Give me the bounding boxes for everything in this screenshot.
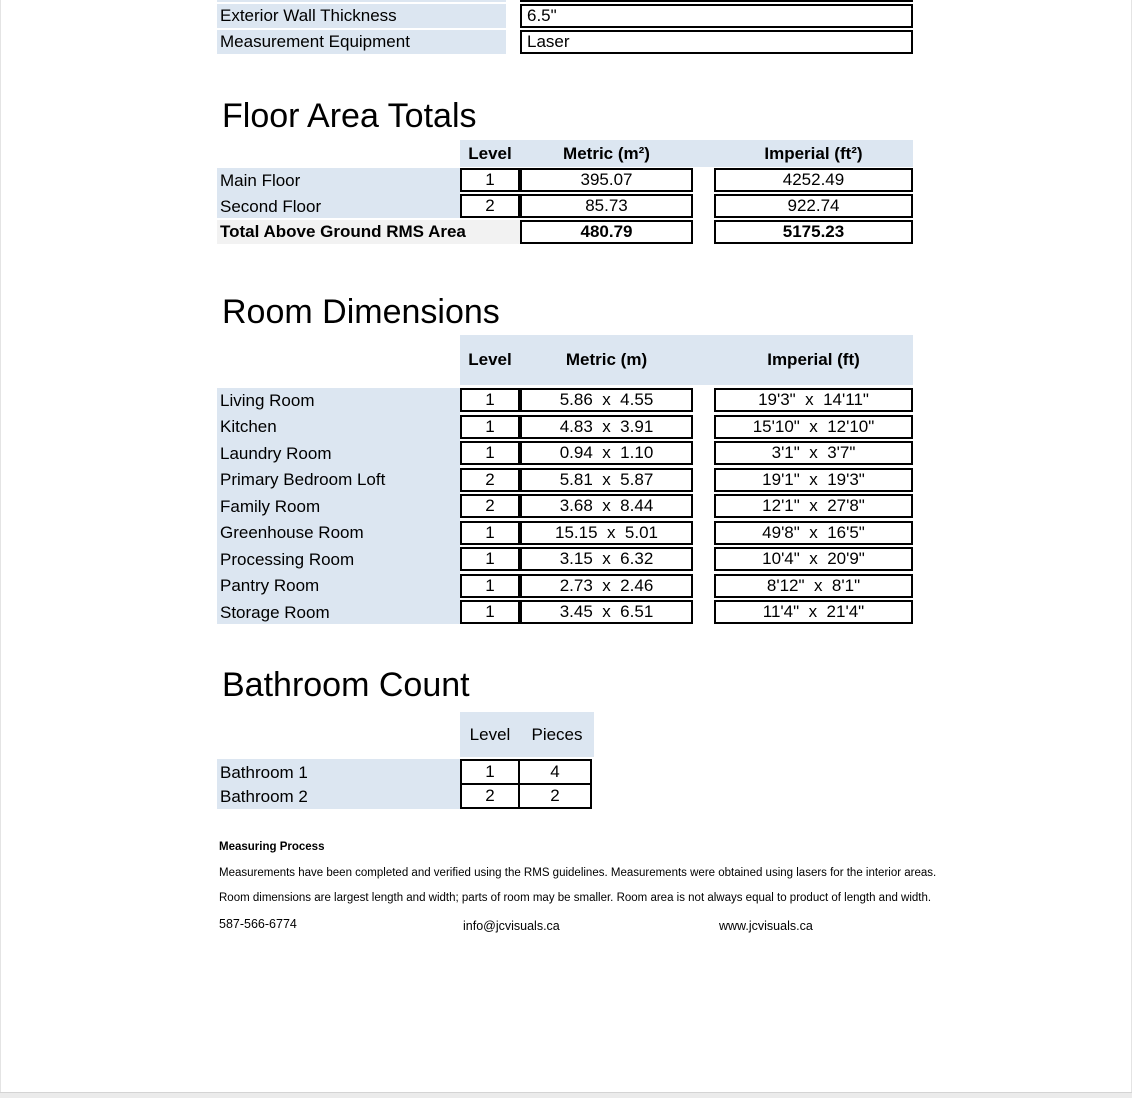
row-label: Primary Bedroom Loft	[220, 470, 386, 489]
table-row	[217, 194, 913, 218]
metric-cell: 4.83 x 3.91	[520, 415, 693, 439]
level-cell: 1	[460, 168, 520, 192]
column-gap	[693, 441, 714, 465]
table-row	[217, 600, 913, 624]
floor-area-header-row	[460, 140, 913, 167]
table-row-clipped	[217, 0, 913, 2]
header-metric: Metric (m)	[565, 350, 648, 369]
floor-area-table	[217, 168, 913, 244]
imperial-cell: 4252.49	[714, 168, 913, 192]
imperial-cell: 12'1" x 27'8"	[714, 494, 913, 518]
row-label: Laundry Room	[220, 443, 332, 463]
imperial-cell: 19'1" x 19'3"	[714, 468, 913, 492]
section-title-bathroom-count: Bathroom Count	[222, 666, 470, 704]
room-dimensions-table	[217, 388, 913, 624]
total-label: Total Above Ground RMS Area	[217, 220, 520, 244]
pieces-cell: 4	[518, 759, 592, 785]
imperial-cell: 11'4" x 21'4"	[714, 600, 913, 624]
level-cell: 1	[460, 521, 520, 545]
metric-cell: 395.07	[520, 168, 693, 192]
metric-cell: 0.94 x 1.10	[520, 441, 693, 465]
row-label: Living Room	[220, 390, 315, 410]
column-gap	[693, 388, 714, 412]
table-row	[217, 494, 913, 518]
column-gap	[693, 168, 714, 192]
website-url: www.jcvisuals.ca	[719, 919, 813, 933]
level-cell: 2	[460, 468, 520, 492]
column-gap	[693, 600, 714, 624]
row-label: Bathroom 1	[220, 762, 308, 782]
spacer	[506, 30, 520, 54]
spacer	[506, 4, 520, 28]
metric-cell: 2.73 x 2.46	[520, 574, 693, 598]
row-label: Second Floor	[220, 196, 322, 216]
level-cell: 2	[460, 783, 520, 809]
pieces-cell: 2	[518, 783, 592, 809]
page-bottom-edge	[0, 1092, 1132, 1098]
property-details-table	[217, 0, 913, 54]
row-label: Processing Room	[220, 549, 355, 569]
table-row	[217, 759, 592, 785]
header-level: Level	[468, 143, 512, 163]
level-cell: 1	[460, 600, 520, 624]
spacer	[506, 0, 520, 2]
table-row	[217, 547, 913, 571]
metric-cell: 3.68 x 8.44	[520, 494, 693, 518]
level-cell: 1	[460, 574, 520, 598]
table-row	[217, 415, 913, 439]
property-value	[520, 0, 913, 2]
header-imperial: Imperial (ft)	[767, 350, 860, 369]
header-imperial: Imperial (ft²)	[764, 143, 863, 163]
row-label: Kitchen	[220, 417, 277, 436]
table-row	[217, 441, 913, 465]
imperial-cell: 10'4" x 20'9"	[714, 547, 913, 571]
row-label: Greenhouse Room	[220, 523, 364, 542]
table-row	[217, 388, 913, 412]
column-gap	[693, 547, 714, 571]
column-gap	[693, 220, 714, 244]
column-gap	[693, 415, 714, 439]
level-cell: 1	[460, 547, 520, 571]
column-gap	[693, 468, 714, 492]
imperial-cell: 922.74	[714, 194, 913, 218]
row-label: Main Floor	[220, 170, 301, 190]
table-row	[217, 783, 592, 809]
phone-number: 587-566-6774	[219, 917, 297, 931]
column-gap	[693, 574, 714, 598]
column-gap	[693, 494, 714, 518]
measuring-note-1: Measurements have been completed and verified using the RMS guidelines. Measurements were obtained using lasers for the interior areas.	[219, 867, 937, 879]
property-value: 6.5"	[520, 4, 913, 28]
metric-cell: 5.81 x 5.87	[520, 468, 693, 492]
metric-cell: 5.86 x 4.55	[520, 388, 693, 412]
property-label: Measurement Equipment	[217, 30, 506, 54]
imperial-cell: 15'10" x 12'10"	[714, 415, 913, 439]
level-cell: 1	[460, 759, 520, 785]
total-metric-cell: 480.79	[520, 220, 693, 244]
property-label: Exterior Wall Thickness	[217, 4, 506, 28]
level-cell: 1	[460, 388, 520, 412]
imperial-cell: 49'8" x 16'5"	[714, 521, 913, 545]
table-row	[217, 30, 913, 54]
table-row	[217, 4, 913, 28]
row-label: Bathroom 2	[220, 786, 308, 806]
imperial-cell: 8'12" x 8'1"	[714, 574, 913, 598]
column-gap	[693, 521, 714, 545]
measuring-process-heading: Measuring Process	[219, 841, 325, 853]
column-gap	[693, 194, 714, 218]
metric-cell: 3.45 x 6.51	[520, 600, 693, 624]
measuring-note-2: Room dimensions are largest length and width; parts of room may be smaller. Room area is not always equal to product of length and width.	[219, 892, 932, 904]
imperial-cell: 19'3" x 14'11"	[714, 388, 913, 412]
level-cell: 2	[460, 494, 520, 518]
header-pieces: Pieces	[531, 724, 583, 744]
section-title-floor-area-totals: Floor Area Totals	[222, 97, 477, 135]
total-imperial-cell: 5175.23	[714, 220, 913, 244]
table-row	[217, 574, 913, 598]
metric-cell: 3.15 x 6.32	[520, 547, 693, 571]
row-label: Pantry Room	[220, 576, 320, 595]
table-row	[217, 468, 913, 492]
header-level: Level	[468, 350, 512, 369]
level-cell: 1	[460, 415, 520, 439]
section-title-room-dimensions: Room Dimensions	[222, 293, 500, 331]
room-dimensions-header-row	[460, 335, 913, 385]
property-value: Laser	[520, 30, 913, 54]
bathroom-header-row	[460, 712, 594, 757]
table-row	[217, 521, 913, 545]
table-total-row	[217, 220, 913, 244]
level-cell: 2	[460, 194, 520, 218]
property-label	[217, 0, 506, 2]
header-level: Level	[469, 724, 511, 744]
metric-cell: 15.15 x 5.01	[520, 521, 693, 545]
row-label: Family Room	[220, 496, 321, 516]
table-row	[217, 168, 913, 192]
bathroom-count-table	[217, 759, 592, 809]
level-cell: 1	[460, 441, 520, 465]
header-metric: Metric (m²)	[563, 143, 650, 163]
email-address: info@jcvisuals.ca	[463, 919, 560, 933]
metric-cell: 85.73	[520, 194, 693, 218]
imperial-cell: 3'1" x 3'7"	[714, 441, 913, 465]
row-label: Storage Room	[220, 602, 330, 622]
